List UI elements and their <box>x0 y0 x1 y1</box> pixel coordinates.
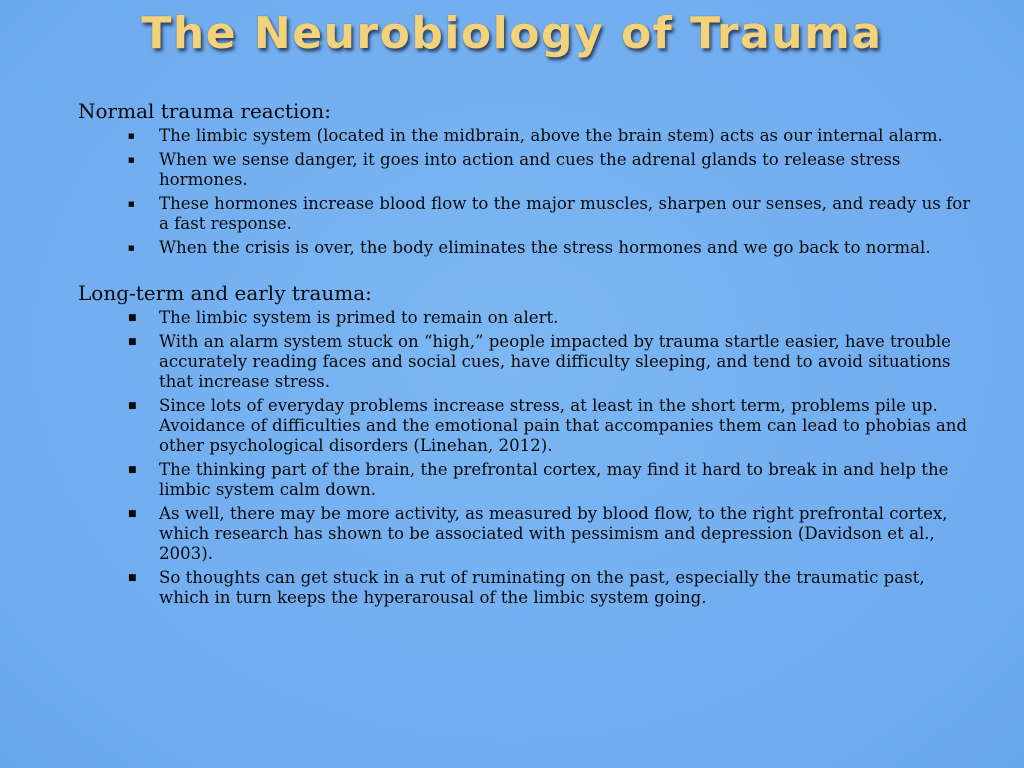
section-heading-long-term: Long-term and early trauma: <box>78 281 372 305</box>
list-item: ■ As well, there may be more activity, as measured by blood flow, to the right prefrontal cortex, which research has shown to be associated with pessimism and depression (Davidson et al., 2003). <box>128 504 948 563</box>
square-bullet-icon: ■ <box>128 401 137 411</box>
list-item: ■ These hormones increase blood flow to the major muscles, sharpen our senses, and ready us for a fast response. <box>128 194 971 233</box>
slide-title: The Neurobiology of Trauma <box>141 8 883 59</box>
square-bullet-icon: ■ <box>128 573 137 583</box>
list-item: ■ When the crisis is over, the body eliminates the stress hormones and we go back to normal. <box>128 238 931 257</box>
slide-content <box>78 98 978 612</box>
bullet-list-normal <box>78 126 978 258</box>
list-item: ■ The limbic system (located in the midbrain, above the brain stem) acts as our internal alarm. <box>128 126 943 145</box>
list-item: ■ The thinking part of the brain, the prefrontal cortex, may find it hard to break in and help the limbic system calm down. <box>128 460 949 499</box>
square-bullet-icon: ■ <box>128 465 137 475</box>
section-heading-normal: Normal trauma reaction: <box>78 99 332 123</box>
list-item: ■ The limbic system is primed to remain on alert. <box>128 308 559 327</box>
square-bullet-icon: ■ <box>128 337 137 347</box>
square-bullet-icon: ■ <box>128 313 137 323</box>
bullet-list-long-term <box>78 308 978 608</box>
list-item: ■ With an alarm system stuck on “high,” people impacted by trauma startle easier, have trouble accurately reading faces and social cues, have difficulty sleeping, and tend to avoid situations that increase stress. <box>128 332 951 391</box>
square-bullet-icon: ■ <box>128 244 135 252</box>
list-item: ■ So thoughts can get stuck in a rut of ruminating on the past, especially the traumatic past, which in turn keeps the hyperarousal of the limbic system going. <box>128 568 925 607</box>
square-bullet-icon: ■ <box>128 132 135 140</box>
list-item: ■ When we sense danger, it goes into action and cues the adrenal glands to release stress hormones. <box>128 150 901 189</box>
square-bullet-icon: ■ <box>128 156 135 164</box>
square-bullet-icon: ■ <box>128 200 135 208</box>
square-bullet-icon: ■ <box>128 509 137 519</box>
list-item: ■ Since lots of everyday problems increase stress, at least in the short term, problems pile up. Avoidance of difficulties and the emotional pain that accompanies them can lead to phobias and other psychological disorders (Linehan, 2012). <box>128 396 968 455</box>
